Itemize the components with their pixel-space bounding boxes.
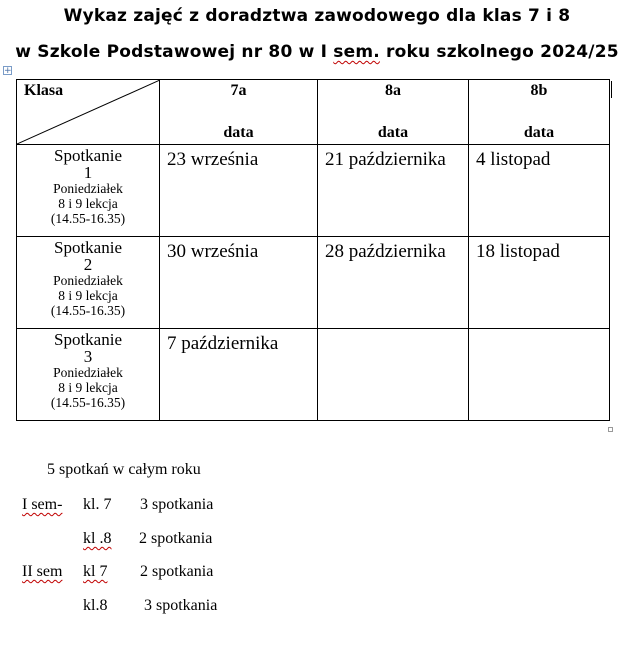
table-row [17,329,610,421]
title-part-1: w Szkole Podstawowej nr 80 w I [15,42,334,62]
date-cell [318,329,469,421]
date-cell [469,329,610,421]
meeting-day: Poniedziałek [53,181,123,196]
meeting-cell [17,145,160,237]
diagonal-divider [17,80,160,144]
notes-count: 2 spotkania [140,563,214,580]
notes-class: kl.8 [83,597,108,614]
title-part-sem: sem. [333,42,380,62]
column-header-8b [469,80,610,145]
date-cell: 18 listopad [469,237,610,329]
meeting-cell [17,237,160,329]
table-move-handle-icon[interactable]: + [4,66,12,76]
date-cell: 4 listopad [469,145,610,237]
corner-cell [17,80,160,145]
table-row [17,237,610,329]
notes-sem-label: I sem- [22,496,63,513]
date-cell: 28 października [318,237,469,329]
notes-sem-label: II sem [22,563,63,580]
meeting-title: Spotkanie [54,330,122,349]
document-title-line-1: Wykaz zajęć z doradztwa zawodowego dla klas 7 i 8 [63,6,571,26]
document-title-line-2 [0,42,634,62]
meeting-time: (14.55-16.35) [50,211,126,226]
date-cell: 23 września [160,145,318,237]
table-header-row [17,80,610,145]
column-class: 7a [230,82,247,99]
meeting-title: Spotkanie [54,146,122,165]
meeting-cell [17,329,160,421]
table-resize-handle-icon[interactable] [608,427,613,432]
meeting-number: 1 [83,163,93,182]
notes-summary: 5 spotkań w całym roku [47,461,201,478]
column-sub: data [377,124,409,141]
meeting-time: (14.55-16.35) [50,395,126,410]
notes-class: kl. 7 [83,496,112,513]
table-row [17,145,610,237]
notes-count: 3 spotkania [140,496,214,513]
meeting-number: 3 [83,347,93,366]
date-cell: 21 października [318,145,469,237]
schedule-table [16,79,610,421]
meeting-lessons: 8 i 9 lekcja [58,380,118,395]
meeting-day: Poniedziałek [53,273,123,288]
column-header-7a [160,80,318,145]
column-class: 8a [385,82,401,99]
date-cell: 7 października [160,329,318,421]
notes-class: kl 7 [83,563,108,580]
column-header-8a [318,80,469,145]
meeting-lessons: 8 i 9 lekcja [58,288,118,303]
column-class: 8b [530,82,548,99]
date-cell: 30 września [160,237,318,329]
notes-count: 2 spotkania [139,530,213,547]
column-sub: data [223,124,254,141]
meeting-time: (14.55-16.35) [50,303,126,318]
meeting-lessons: 8 i 9 lekcja [58,196,118,211]
corner-label: Klasa [24,82,64,99]
meeting-day: Poniedziałek [53,365,123,380]
notes-class: kl .8 [83,530,112,547]
text-cursor [611,81,612,98]
title-part-3: roku szkolnego 2024/25 [379,42,619,62]
meeting-number: 2 [83,255,93,274]
notes-count: 3 spotkania [144,597,218,614]
meeting-title: Spotkanie [54,238,122,257]
column-sub: data [523,124,555,141]
